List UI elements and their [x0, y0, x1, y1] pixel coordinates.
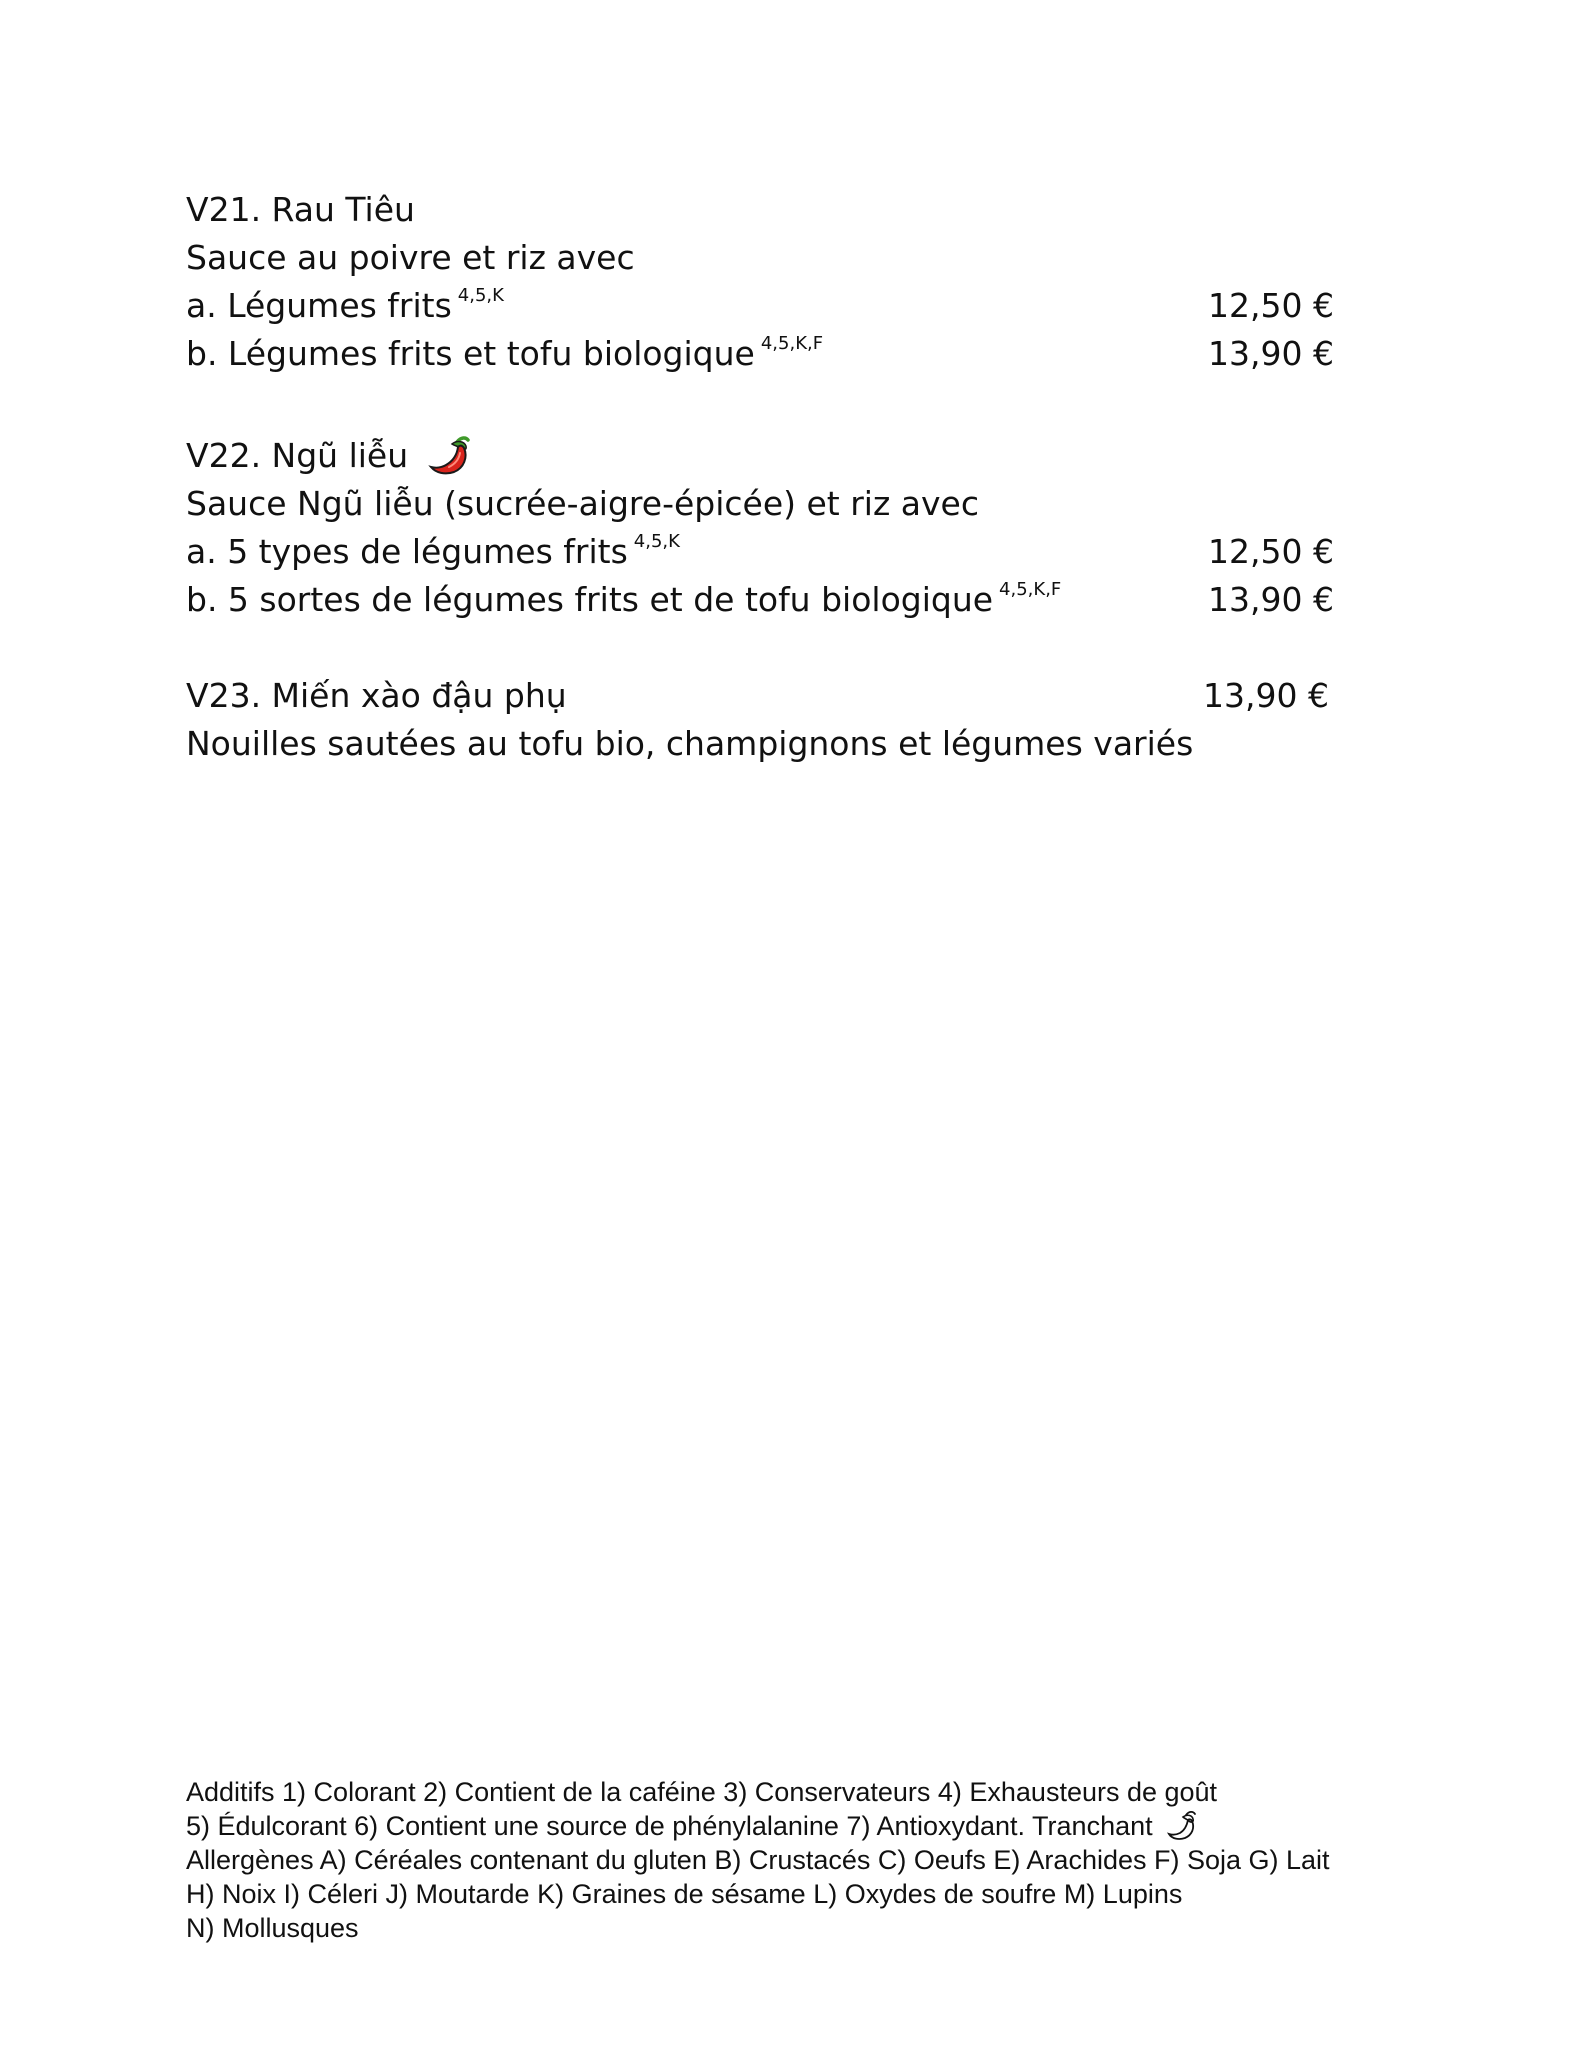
option-label: b. Légumes frits et tofu biologique: [186, 334, 755, 373]
allergen-codes: 4,5,K: [457, 285, 504, 306]
dish-heading: [186, 672, 1336, 720]
dish-price: 13,90 €: [1203, 676, 1329, 715]
dish-description: Sauce au poivre et riz avec: [186, 238, 635, 277]
dish-option: [186, 576, 1336, 624]
dish-heading: [186, 186, 1336, 234]
spacer: [186, 624, 1336, 672]
dish-description: Sauce Ngũ liễu (sucrée-aigre-épicée) et riz avec: [186, 484, 979, 523]
allergens-line: N) Mollusques: [186, 1913, 359, 1943]
additives-line: 5) Édulcorant 6) Contient une source de phénylalanine 7) Antioxydant. Tranchant: [186, 1809, 1426, 1843]
allergen-codes: 4,5,K,F: [999, 579, 1062, 600]
menu-section: [186, 186, 1336, 768]
dish-title: V22. Ngũ liễu: [186, 436, 409, 475]
option-price: 12,50 €: [1208, 532, 1334, 571]
option-label: a. Légumes frits: [186, 286, 452, 325]
dish-heading: [186, 432, 1336, 480]
dish-option: [186, 528, 1336, 576]
allergen-codes: 4,5,K,F: [760, 333, 824, 354]
option-price: 13,90 €: [1208, 580, 1334, 619]
additives-line: Additifs 1) Colorant 2) Contient de la caféine 3) Conservateurs 4) Exhausteurs de goût: [186, 1777, 1218, 1807]
dish-title: V23. Miến xào đậu phụ: [186, 676, 567, 715]
option-price: 12,50 €: [1208, 286, 1334, 325]
dish-option: [186, 330, 1336, 378]
chili-pepper-icon: [427, 433, 473, 477]
option-label: b. 5 sortes de légumes frits et de tofu biologique: [186, 580, 994, 619]
spacer: [186, 378, 1336, 432]
allergens-line: H) Noix I) Céleri J) Moutarde K) Graines de sésame L) Oxydes de soufre M) Lupins: [186, 1879, 1183, 1909]
dish-title: V21. Rau Tiêu: [186, 190, 415, 229]
allergens-line: Allergènes A) Céréales contenant du gluten B) Crustacés C) Oeufs E) Arachides F) Soja G) Lait: [186, 1845, 1330, 1875]
option-price: 13,90 €: [1208, 334, 1334, 373]
dish-description: Nouilles sautées au tofu bio, champignons et légumes variés: [186, 724, 1194, 763]
allergen-codes: 4,5,K: [633, 531, 680, 552]
chili-outline-icon: [1166, 1809, 1200, 1841]
option-label: a. 5 types de légumes frits: [186, 532, 628, 571]
dish-option: [186, 282, 1336, 330]
legend-footer: [186, 1775, 1426, 1945]
